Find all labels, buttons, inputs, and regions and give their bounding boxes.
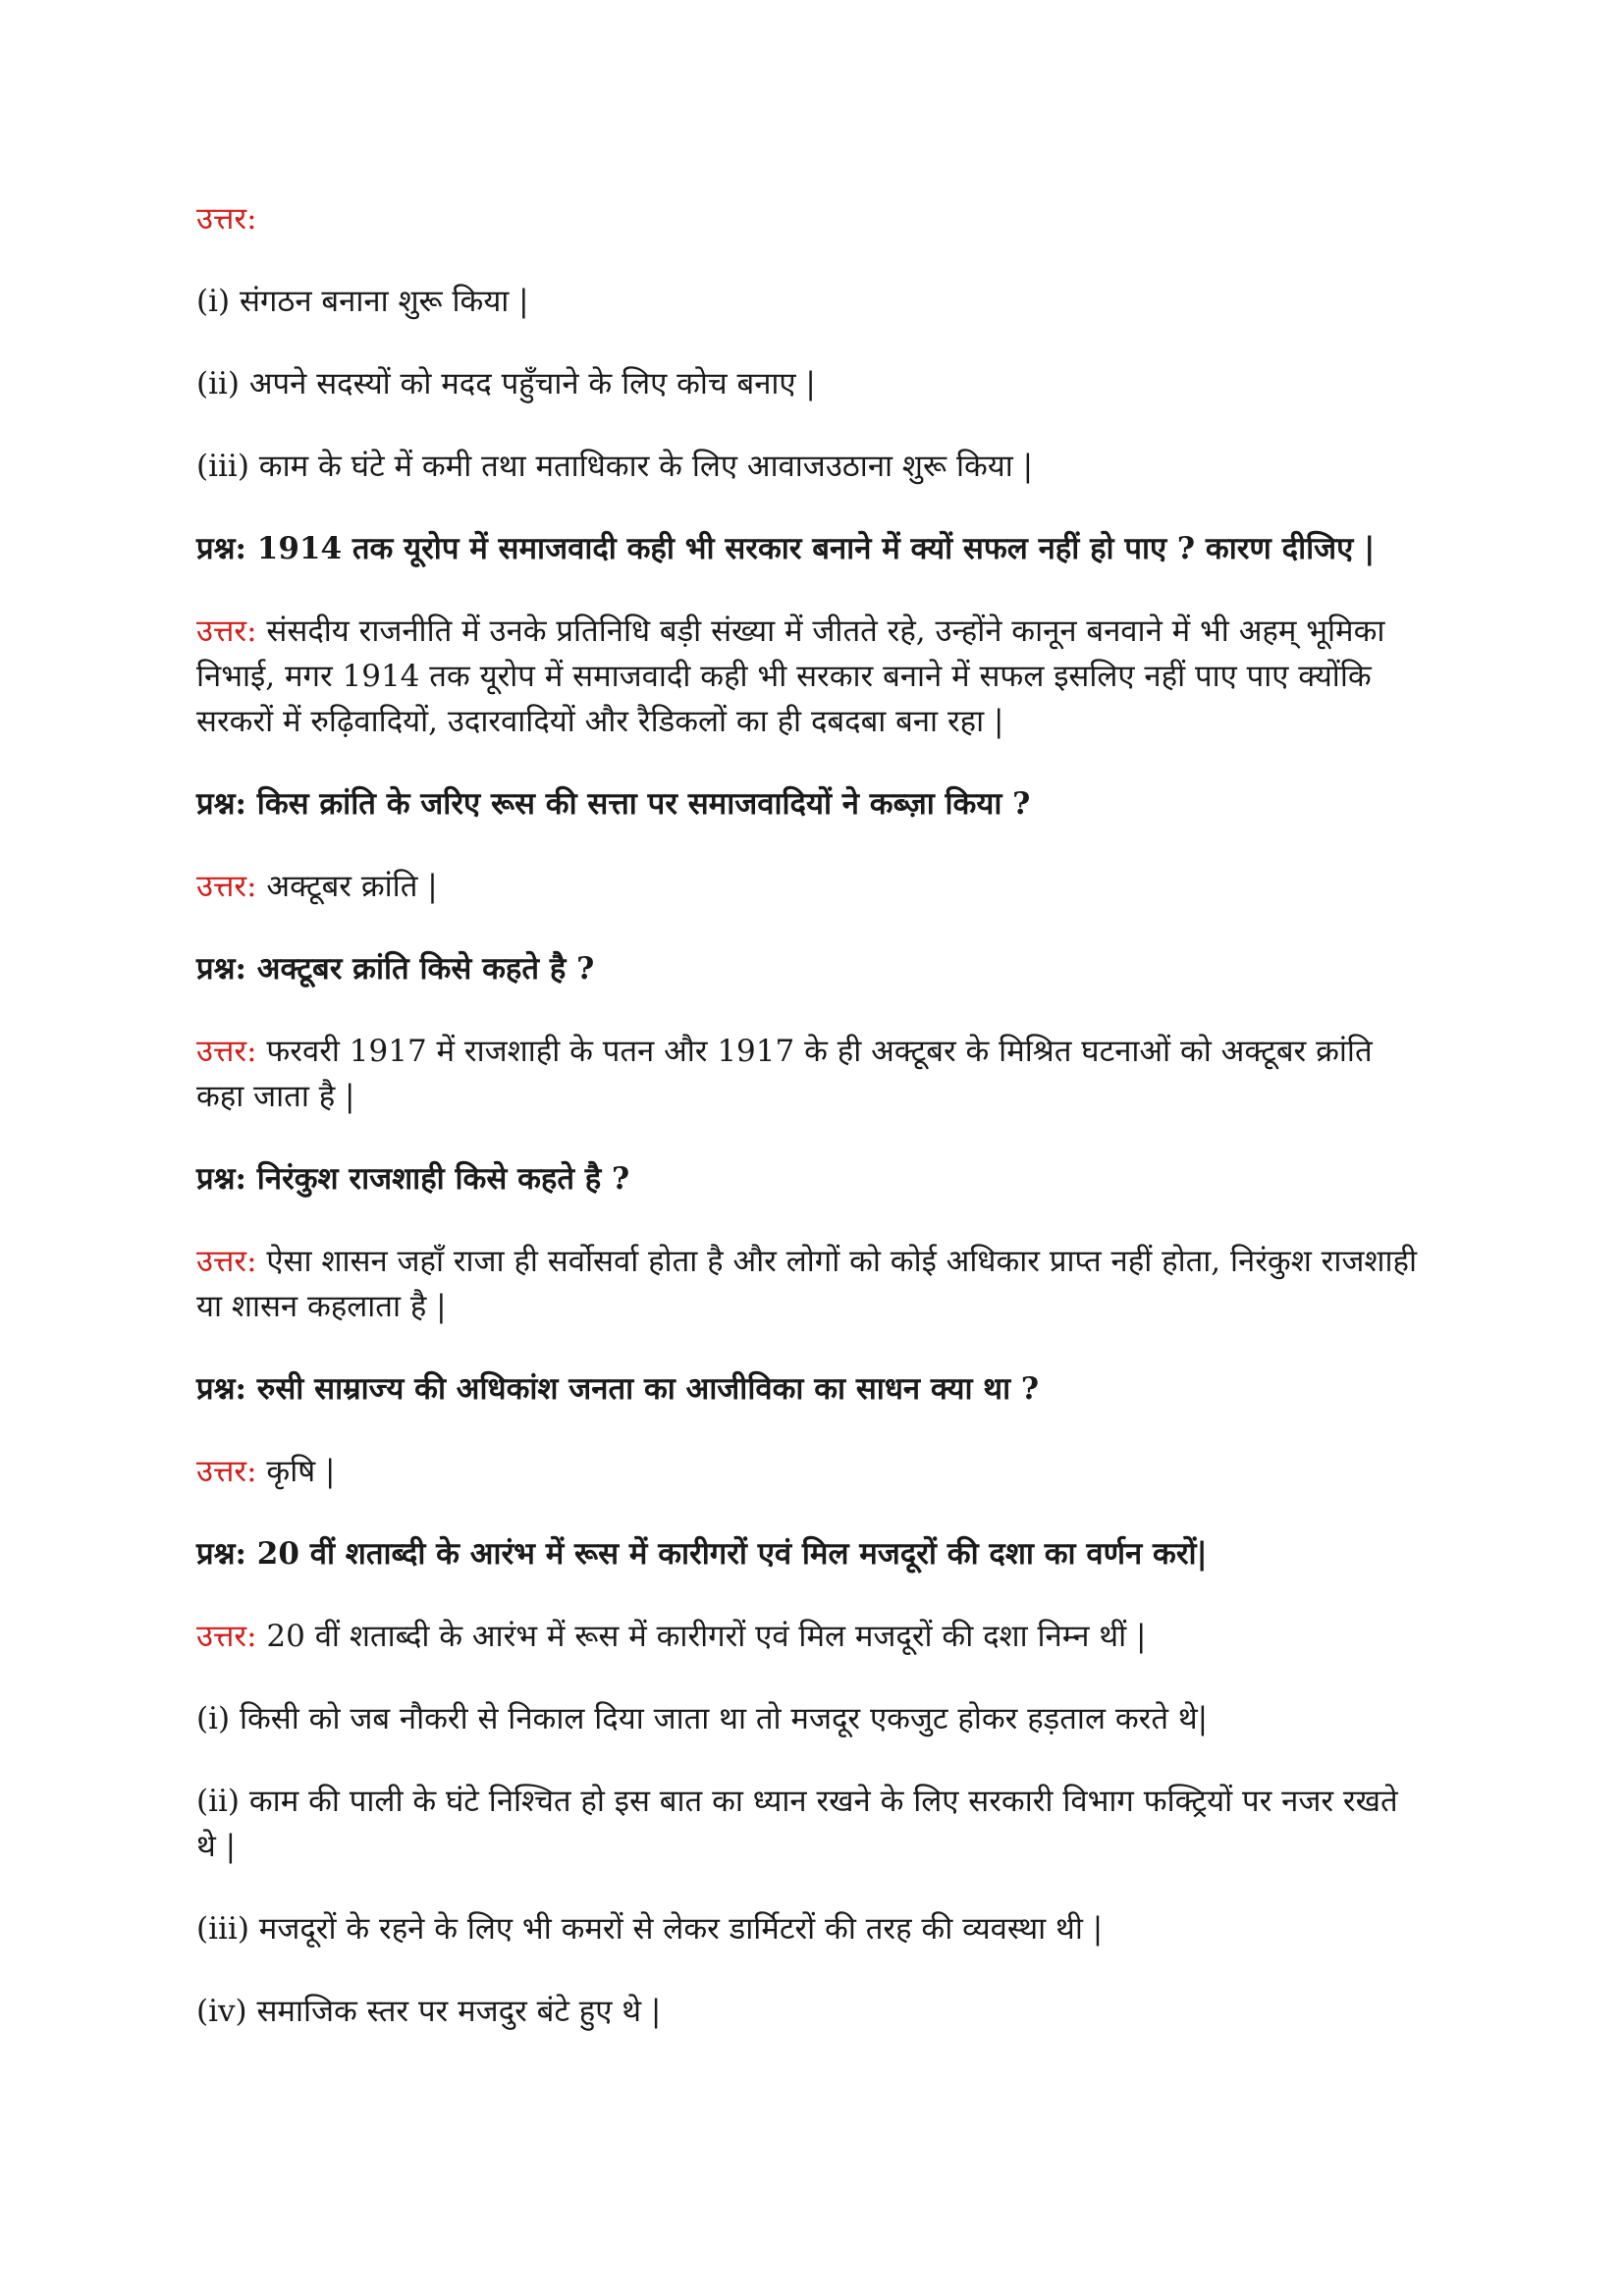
question-text: किस क्रांति के जरिए रूस की सत्ता पर समाजवादियों ने कब्ज़ा किया ?: [246, 786, 1031, 822]
question-text: 20 वीं शताब्दी के आरंभ में रूस में कारीगरों एवं मिल मजदूरों की दशा का वर्णन करों|: [246, 1536, 1208, 1572]
question-text: 1914 तक यूरोप में समाजवादी कही भी सरकार बनाने में क्यों सफल नहीं हो पाए ? कारण दीजिए |: [246, 531, 1376, 566]
question-label: प्रश्न:: [196, 786, 246, 822]
question: [196, 946, 1424, 991]
list-item: (iii) मजदूरों के रहने के लिए भी कमरों से लेकर डार्मिटरों की तरह की व्यवस्था थी |: [196, 1911, 1104, 1947]
answer-text: ऐसा शासन जहाँ राजा ही सर्वोसर्वा होता है और लोगों को कोई अधिकार प्राप्त नहीं होता, निरंकुश राजशाही या शासन कहलाता है |: [196, 1244, 1417, 1324]
question: [196, 1156, 1424, 1201]
list-item: (i) संगठन बनाना शुरू किया |: [196, 284, 529, 319]
answer-text: संसदीय राजनीति में उनके प्रतिनिधि बड़ी संख्या में जीतते रहे, उन्होंने कानून बनवाने में भी अहम् भूमिका निभाई, मगर 1914 तक यूरोप में समाजवादी कही भी सरकार बनाने में सफल इसलिए नहीं पाए पाए क्योंकि सरकरों में रुढ़िवादियों, उदारवादियों और रैडिकलों का ही दबदबा बना रहा |: [196, 614, 1385, 739]
answer-label: उत्तर:: [196, 869, 257, 904]
answer-text: 20 वीं शताब्दी के आरंभ में रूस में कारीगरों एवं मिल मजदूरों की दशा निम्न थीं |: [256, 1619, 1147, 1654]
question-label: प्रश्न:: [196, 1371, 246, 1407]
list-item: (iv) समाजिक स्तर पर मजदुर बंटे हुए थे |: [196, 1994, 662, 2029]
question-label: प्रश्न:: [196, 531, 246, 566]
question-label: प्रश्न:: [196, 951, 246, 987]
answer-text: फरवरी 1917 में राजशाही के पतन और 1917 के ही अक्टूबर के मिश्रित घटनाओं को अक्टूबर क्रांति कहा जाता है |: [196, 1034, 1373, 1114]
question-label: प्रश्न:: [196, 1161, 246, 1197]
document-page: [196, 196, 1424, 2071]
answer-heading: [196, 196, 1424, 241]
answer-label: उत्तर:: [196, 1244, 257, 1279]
answer-label: उत्तर:: [196, 1034, 257, 1069]
answer-text: अक्टूबर क्रांति |: [256, 869, 438, 904]
question-label: प्रश्न:: [196, 1536, 246, 1572]
question-text: रुसी साम्राज्य की अधिकांश जनता का आजीविका का साधन क्या था ?: [246, 1371, 1040, 1407]
answer: [196, 609, 1424, 744]
answer-label: उत्तर:: [196, 201, 257, 237]
answer: [196, 864, 1424, 909]
list-item: (i) किसी को जब नौकरी से निकाल दिया जाता था तो मजदूर एकजुट होकर हड़ताल करते थे|: [196, 1701, 1209, 1736]
answer: [196, 1449, 1424, 1494]
question: [196, 1366, 1424, 1412]
answer-label: उत्तर:: [196, 614, 257, 649]
answer-label: उत्तर:: [196, 1619, 257, 1654]
question: [196, 1531, 1424, 1576]
answer: [196, 1239, 1424, 1329]
answer-text: कृषि |: [256, 1454, 336, 1489]
answer: [196, 1029, 1424, 1119]
list-item: (ii) अपने सदस्यों को मदद पहुँचाने के लिए कोच बनाए |: [196, 366, 816, 401]
answer: [196, 1614, 1424, 1659]
question-text: अक्टूबर क्रांति किसे कहते है ?: [246, 951, 595, 987]
question-text: निरंकुश राजशाही किसे कहते है ?: [246, 1161, 630, 1197]
question: [196, 781, 1424, 827]
question: [196, 526, 1424, 571]
list-item: (iii) काम के घंटे में कमी तथा मताधिकार के लिए आवाजउठाना शुरू किया |: [196, 449, 1034, 484]
answer-label: उत्तर:: [196, 1454, 257, 1489]
list-item: (ii) काम की पाली के घंटे निश्चित हो इस बात का ध्यान रखने के लिए सरकारी विभाग फक्ट्रियों पर नजर रखते थे |: [196, 1784, 1398, 1864]
